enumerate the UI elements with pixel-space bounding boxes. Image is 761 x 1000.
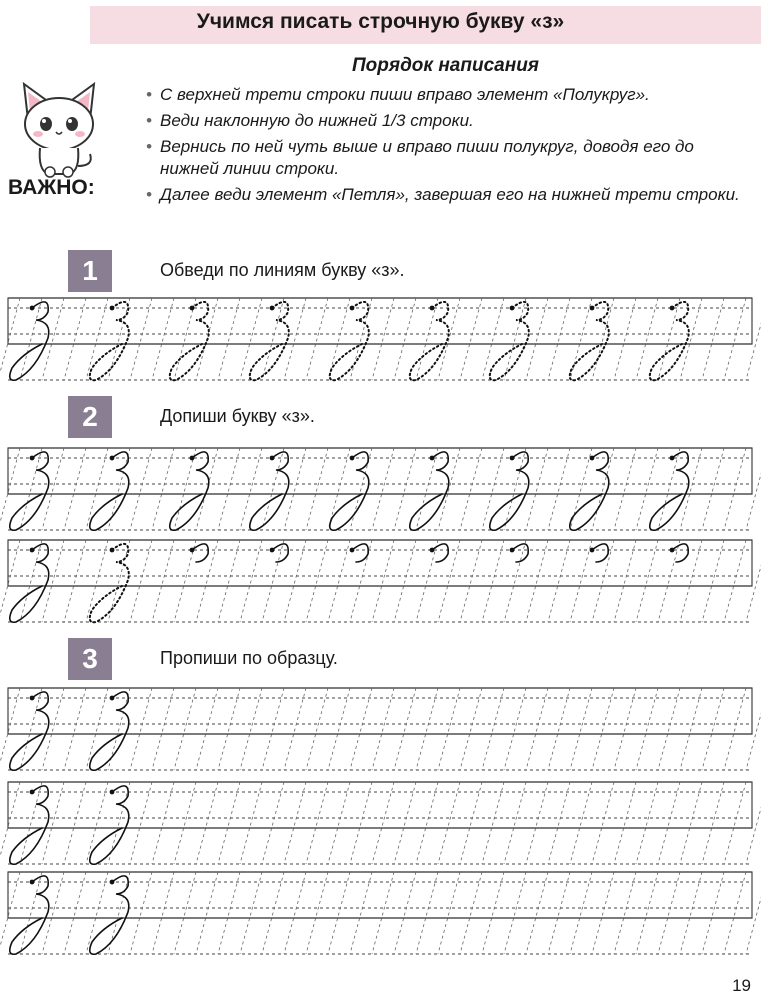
slant-guide	[328, 688, 350, 770]
slant-guide	[174, 782, 196, 864]
letter-sample	[570, 452, 609, 530]
slant-guide	[152, 448, 174, 530]
slant-guide	[746, 782, 761, 864]
slant-guide	[350, 872, 372, 954]
slant-guide	[42, 448, 64, 530]
letter-sample	[410, 452, 449, 530]
slant-guide	[328, 782, 350, 864]
letter-sample	[10, 876, 49, 954]
slant-guide	[306, 540, 328, 622]
slant-guide	[504, 298, 526, 380]
slant-guide	[262, 540, 284, 622]
letter-sample	[350, 544, 369, 562]
slant-guide	[240, 298, 262, 380]
slant-guide	[328, 872, 350, 954]
slant-guide	[372, 782, 394, 864]
slant-guide	[658, 448, 680, 530]
slant-guide	[350, 782, 372, 864]
letter-sample	[250, 452, 289, 530]
slant-guide	[592, 872, 614, 954]
slant-guide	[262, 872, 284, 954]
slant-guide	[658, 782, 680, 864]
letter-sample	[10, 692, 49, 770]
slant-guide	[438, 688, 460, 770]
slant-guide	[548, 540, 570, 622]
slant-guide	[218, 540, 240, 622]
slant-guide	[724, 782, 746, 864]
slant-guide	[262, 782, 284, 864]
slant-guide	[284, 782, 306, 864]
slant-guide	[174, 688, 196, 770]
letter-sample	[330, 452, 369, 530]
letter-trace	[170, 302, 209, 380]
practice-row	[0, 448, 761, 530]
slant-guide	[42, 298, 64, 380]
slant-guide	[592, 540, 614, 622]
slant-guide	[460, 298, 482, 380]
slant-guide	[680, 782, 702, 864]
letter-trace	[410, 302, 449, 380]
slant-guide	[636, 448, 658, 530]
letter-sample	[10, 302, 49, 380]
slant-guide	[262, 298, 284, 380]
slant-guide	[372, 298, 394, 380]
slant-guide	[218, 448, 240, 530]
slant-guide	[702, 688, 724, 770]
slant-guide	[724, 540, 746, 622]
slant-guide	[416, 872, 438, 954]
slant-guide	[0, 688, 20, 770]
letter-sample	[90, 692, 129, 770]
order-step: • С верхней трети строки пиши вправо элемент «Полукруг».	[146, 84, 756, 106]
slant-guide	[416, 298, 438, 380]
slant-guide	[636, 782, 658, 864]
slant-guide	[64, 540, 86, 622]
slant-guide	[86, 540, 108, 622]
slant-guide	[702, 782, 724, 864]
slant-guide	[328, 540, 350, 622]
slant-guide	[482, 782, 504, 864]
slant-guide	[570, 872, 592, 954]
slant-guide	[680, 872, 702, 954]
slant-guide	[658, 540, 680, 622]
practice-row	[0, 872, 761, 954]
slant-guide	[0, 540, 20, 622]
slant-guide	[394, 872, 416, 954]
slant-guide	[240, 872, 262, 954]
letter-sample	[10, 544, 49, 622]
slant-guide	[460, 872, 482, 954]
slant-guide	[592, 688, 614, 770]
slant-guide	[262, 688, 284, 770]
letter-sample	[670, 544, 689, 562]
slant-guide	[504, 872, 526, 954]
slant-guide	[570, 298, 592, 380]
slant-guide	[548, 448, 570, 530]
slant-guide	[526, 448, 548, 530]
slant-guide	[64, 782, 86, 864]
slant-guide	[724, 688, 746, 770]
slant-guide	[746, 688, 761, 770]
slant-guide	[570, 688, 592, 770]
slant-guide	[658, 872, 680, 954]
important-label: ВАЖНО:	[8, 176, 95, 199]
slant-guide	[746, 540, 761, 622]
slant-guide	[130, 298, 152, 380]
slant-guide	[394, 540, 416, 622]
slant-guide	[702, 540, 724, 622]
slant-guide	[86, 448, 108, 530]
slant-guide	[306, 872, 328, 954]
slant-guide	[262, 448, 284, 530]
slant-guide	[680, 688, 702, 770]
slant-guide	[196, 872, 218, 954]
letter-sample	[90, 876, 129, 954]
slant-guide	[372, 540, 394, 622]
slant-guide	[702, 872, 724, 954]
slant-guide	[460, 688, 482, 770]
order-step: • Вернись по ней чуть выше и вправо пиши полукруг, доводя его до нижней линии строки.	[146, 136, 756, 180]
slant-guide	[702, 448, 724, 530]
slant-guide	[526, 688, 548, 770]
slant-guide	[416, 782, 438, 864]
slant-guide	[306, 298, 328, 380]
slant-guide	[636, 540, 658, 622]
slant-guide	[504, 782, 526, 864]
task-number-badge: 2	[68, 396, 112, 438]
slant-guide	[482, 298, 504, 380]
slant-guide	[636, 298, 658, 380]
slant-guide	[372, 872, 394, 954]
slant-guide	[196, 688, 218, 770]
slant-guide	[394, 782, 416, 864]
slant-guide	[482, 688, 504, 770]
slant-guide	[680, 540, 702, 622]
slant-guide	[504, 688, 526, 770]
slant-guide	[372, 448, 394, 530]
slant-guide	[218, 782, 240, 864]
slant-guide	[658, 688, 680, 770]
slant-guide	[636, 872, 658, 954]
slant-guide	[86, 782, 108, 864]
slant-guide	[284, 872, 306, 954]
slant-guide	[152, 298, 174, 380]
slant-guide	[372, 688, 394, 770]
slant-guide	[0, 298, 20, 380]
page-number: 19	[732, 976, 751, 995]
slant-guide	[658, 298, 680, 380]
slant-guide	[614, 688, 636, 770]
slant-guide	[86, 688, 108, 770]
slant-guide	[592, 298, 614, 380]
slant-guide	[548, 298, 570, 380]
slant-guide	[86, 298, 108, 380]
slant-guide	[240, 448, 262, 530]
slant-guide	[64, 688, 86, 770]
slant-guide	[526, 782, 548, 864]
practice-row	[0, 298, 761, 380]
slant-guide	[614, 448, 636, 530]
practice-row	[0, 540, 761, 622]
slant-guide	[130, 688, 152, 770]
slant-guide	[548, 872, 570, 954]
slant-guide	[130, 872, 152, 954]
slant-guide	[42, 688, 64, 770]
letter-trace	[90, 544, 129, 622]
task-instruction: Обведи по линиям букву «з».	[160, 260, 405, 280]
slant-guide	[196, 782, 218, 864]
slant-guide	[460, 448, 482, 530]
slant-guide	[306, 688, 328, 770]
slant-guide	[416, 688, 438, 770]
slant-guide	[614, 782, 636, 864]
slant-guide	[482, 872, 504, 954]
slant-guide	[130, 540, 152, 622]
letter-sample	[490, 452, 529, 530]
slant-guide	[614, 540, 636, 622]
slant-guide	[152, 540, 174, 622]
letter-sample	[90, 786, 129, 864]
slant-guide	[394, 688, 416, 770]
slant-guide	[64, 872, 86, 954]
slant-guide	[284, 688, 306, 770]
slant-guide	[416, 540, 438, 622]
slant-guide	[614, 298, 636, 380]
slant-guide	[526, 540, 548, 622]
slant-guide	[724, 298, 746, 380]
letter-trace	[490, 302, 529, 380]
order-step: • Веди наклонную до нижней 1/3 строки.	[146, 110, 756, 132]
slant-guide	[592, 448, 614, 530]
slant-guide	[724, 872, 746, 954]
slant-guide	[240, 782, 262, 864]
slant-guide	[130, 448, 152, 530]
slant-guide	[86, 872, 108, 954]
slant-guide	[130, 782, 152, 864]
letter-sample	[590, 544, 609, 562]
slant-guide	[504, 540, 526, 622]
slant-guide	[614, 872, 636, 954]
letter-trace	[330, 302, 369, 380]
practice-row	[0, 688, 761, 770]
slant-guide	[460, 782, 482, 864]
task-number-badge: 3	[68, 638, 112, 680]
letter-sample	[510, 544, 529, 562]
slant-guide	[0, 782, 20, 864]
slant-guide	[152, 782, 174, 864]
slant-guide	[64, 298, 86, 380]
slant-guide	[174, 540, 196, 622]
letter-trace	[90, 302, 129, 380]
slant-guide	[592, 782, 614, 864]
slant-guide	[526, 872, 548, 954]
slant-guide	[416, 448, 438, 530]
slant-guide	[42, 782, 64, 864]
slant-guide	[548, 688, 570, 770]
slant-guide	[438, 448, 460, 530]
letter-sample	[10, 452, 49, 530]
letter-sample	[90, 452, 129, 530]
slant-guide	[570, 448, 592, 530]
slant-guide	[218, 298, 240, 380]
slant-guide	[702, 298, 724, 380]
letter-trace	[570, 302, 609, 380]
letter-sample	[10, 786, 49, 864]
slant-guide	[218, 688, 240, 770]
task-instruction: Допиши букву «з».	[160, 406, 315, 426]
slant-guide	[152, 688, 174, 770]
slant-guide	[746, 298, 761, 380]
slant-guide	[680, 298, 702, 380]
order-heading: Порядок написания	[352, 55, 539, 76]
page-title: Учимся писать строчную букву «з»	[196, 10, 565, 33]
slant-guide	[724, 448, 746, 530]
slant-guide	[328, 298, 350, 380]
slant-guide	[570, 782, 592, 864]
slant-guide	[746, 448, 761, 530]
slant-guide	[504, 448, 526, 530]
slant-guide	[482, 540, 504, 622]
letter-sample	[430, 544, 449, 562]
letter-trace	[250, 302, 289, 380]
slant-guide	[438, 872, 460, 954]
slant-guide	[152, 872, 174, 954]
slant-guide	[196, 540, 218, 622]
slant-guide	[548, 782, 570, 864]
practice-row	[0, 782, 761, 864]
slant-guide	[350, 688, 372, 770]
slant-guide	[0, 448, 20, 530]
slant-guide	[306, 782, 328, 864]
slant-guide	[0, 872, 20, 954]
slant-guide	[42, 872, 64, 954]
order-step: • Далее веди элемент «Петля», завершая его на нижней трети строки.	[146, 184, 756, 206]
slant-guide	[284, 540, 306, 622]
slant-guide	[394, 298, 416, 380]
task-number-badge: 1	[68, 250, 112, 292]
slant-guide	[636, 688, 658, 770]
slant-guide	[306, 448, 328, 530]
slant-guide	[174, 448, 196, 530]
slant-guide	[218, 872, 240, 954]
slant-guide	[570, 540, 592, 622]
slant-guide	[438, 782, 460, 864]
slant-guide	[240, 688, 262, 770]
slant-guide	[438, 540, 460, 622]
slant-guide	[460, 540, 482, 622]
letter-sample	[170, 452, 209, 530]
slant-guide	[746, 872, 761, 954]
slant-guide	[174, 872, 196, 954]
task-instruction: Пропиши по образцу.	[160, 648, 338, 668]
slant-guide	[526, 298, 548, 380]
slant-guide	[240, 540, 262, 622]
slant-guide	[680, 448, 702, 530]
slant-guide	[64, 448, 86, 530]
slant-guide	[42, 540, 64, 622]
